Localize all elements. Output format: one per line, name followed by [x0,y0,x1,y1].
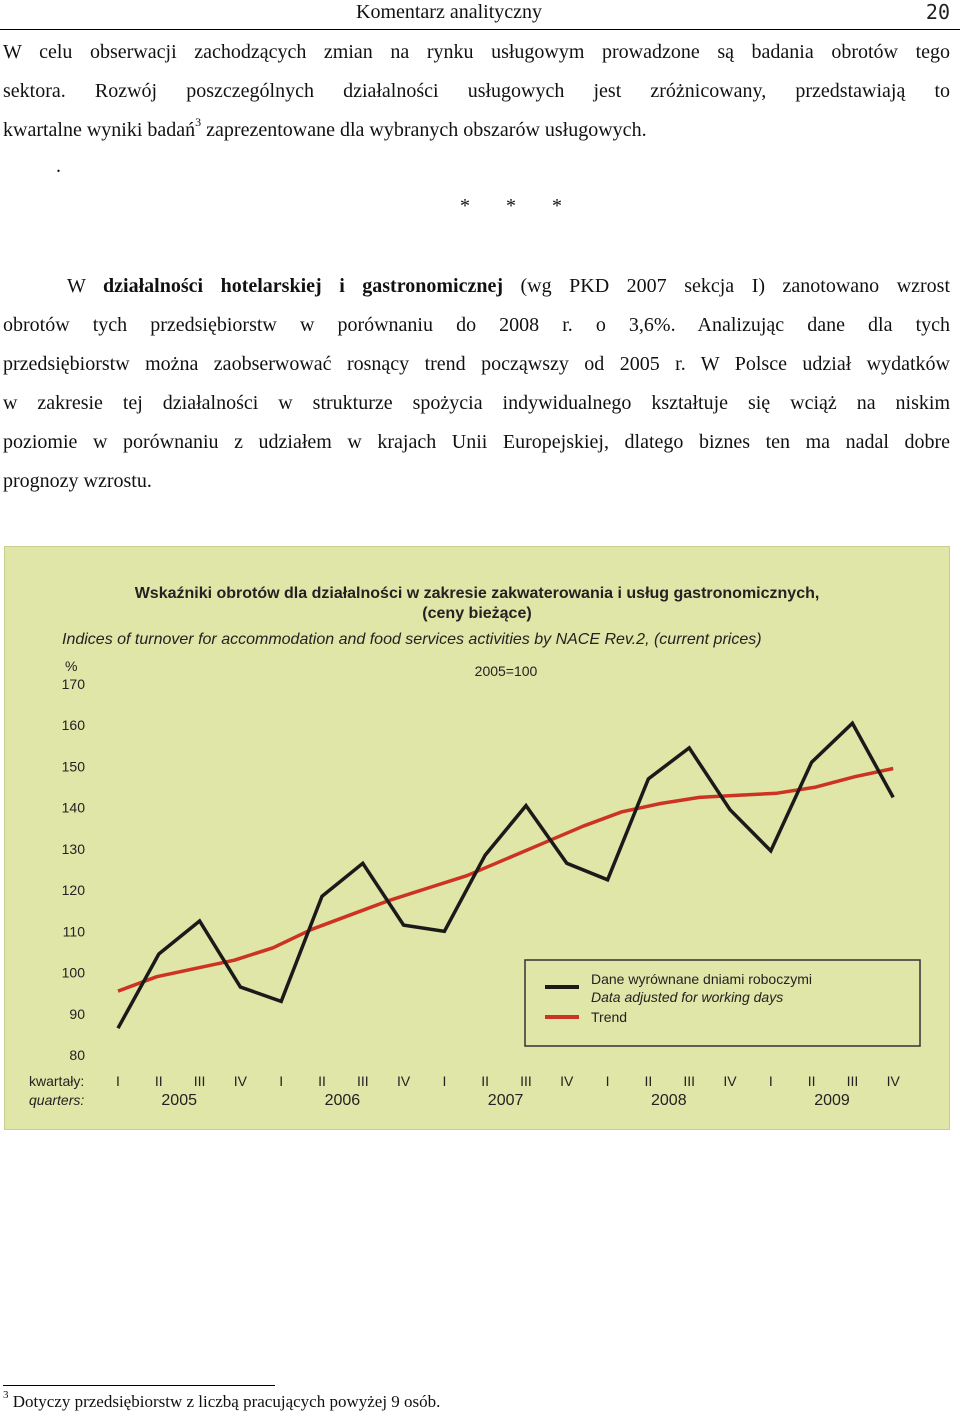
body-line: w zakresie tej działalności w strukturze spożycia indywidualnego kształtuje się wciąż na niskim [3,392,950,414]
x-tick-labels [116,1073,900,1089]
year-label: 2009 [814,1092,850,1109]
x-tick-label: III [193,1073,206,1089]
x-tick-label: IV [560,1073,574,1089]
x-tick-label: II [481,1073,490,1089]
year-label: 2007 [487,1092,524,1109]
year-label: 2005 [161,1092,197,1109]
section-separator [460,195,598,218]
chart-title-line2: (ceny bieżące) [422,605,532,622]
y-tick-label: 170 [61,676,85,692]
intro-text: zaprezentowane dla wybranych obszarów usługowych. [201,119,647,141]
turnover-chart [4,546,950,1130]
separator-star: * [460,195,470,217]
body-line: poziomie w porównaniu z udziałem w krajach Unii Europejskiej, dlatego biznes ten ma nadal dobre [3,431,950,453]
footnote [3,1389,441,1412]
x-tick-label: I [442,1073,447,1089]
x-tick-label: II [644,1073,653,1089]
trend-line [118,769,893,992]
x-tick-label: III [846,1073,859,1089]
body-line: przedsiębiorstw można zaobserwować rosnący trend począwszy od 2005 r. W Polsce udział wydatków [3,353,950,375]
legend-label-data-en: Data adjusted for working days [591,989,784,1005]
body-paragraph [3,267,950,501]
body-line: obrotów tych przedsiębiorstw w porównaniu do 2008 r. o 3,6%. Analizując dane dla tych [3,314,950,336]
y-tick-label: 160 [61,717,85,734]
body-bold-text: działalności hotelarskiej i gastronomicznej [103,275,503,297]
stray-dot: . [56,155,61,177]
y-tick-label: 150 [61,758,85,775]
intro-line: W celu obserwacji zachodzących zmian na rynku usługowym prowadzone są badania obrotów tego [3,41,950,63]
x-tick-label: I [768,1073,773,1089]
chart-subtitle: Indices of turnover for accommodation and food services activities by NACE Rev.2, (current prices) [62,631,762,648]
page-number: 20 [925,0,950,24]
legend-label-data: Dane wyrównane dniami roboczymi [591,971,812,987]
chart-legend [525,960,920,1046]
y-tick-label: 130 [61,840,85,857]
y-tick-label: 140 [61,799,85,816]
x-axis-label-en: quarters: [29,1092,85,1108]
y-tick-label: 90 [69,1005,85,1022]
page-header [0,0,960,30]
footnote-rule [3,1385,275,1386]
x-tick-label: III [356,1073,369,1089]
year-labels [161,1092,849,1109]
x-axis-label: kwartały: [29,1073,85,1089]
chart-title: Wskaźniki obrotów dla działalności w zakresie zakwaterowania i usług gastronomicznych, [134,585,820,602]
x-tick-label: IV [396,1073,411,1089]
x-tick-label: I [116,1073,120,1089]
x-tick-label: III [520,1073,532,1089]
footnote-number: 3 [3,1389,9,1402]
y-axis-unit: % [65,658,78,674]
base-label: 2005=100 [474,663,538,679]
year-label: 2006 [324,1092,361,1109]
intro-text: kwartalne wyniki badań [3,119,196,141]
x-tick-label: IV [886,1073,900,1089]
y-tick-label: 80 [69,1047,85,1063]
year-label: 2008 [651,1092,687,1109]
x-tick-label: II [154,1073,163,1089]
footnote-reference: 3 [195,115,202,130]
y-tick-label: 120 [61,882,85,899]
x-tick-label: I [279,1073,284,1089]
y-tick-labels [62,676,86,1063]
x-tick-label: III [683,1073,696,1089]
x-tick-label: II [318,1073,326,1089]
footnote-text: Dotyczy przedsiębiorstw z liczbą pracujących powyżej 9 osób. [12,1392,441,1411]
body-line [3,267,950,306]
separator-star: * [552,195,562,217]
intro-line: sektora. Rozwój poszczególnych działalności usługowych jest zróżnicowany, przedstawiają to [3,80,950,102]
intro-line [3,111,950,150]
y-tick-label: 100 [61,964,85,981]
legend-label-trend: Trend [591,1009,628,1025]
x-tick-label: IV [233,1073,248,1089]
x-tick-label: II [807,1073,816,1089]
x-tick-label: I [605,1073,610,1089]
header-rule [0,29,960,30]
x-tick-label: IV [723,1073,737,1089]
separator-star: * [506,195,516,217]
body-text: W [67,275,104,297]
body-text: (wg PKD 2007 sekcja I) zanotowano wzrost [503,275,951,297]
body-line: prognozy wzrostu. [3,470,152,492]
intro-paragraph [3,33,950,150]
section-title: Komentarz analityczny [356,1,543,23]
chart-svg [5,547,951,1131]
y-tick-label: 110 [62,923,85,940]
